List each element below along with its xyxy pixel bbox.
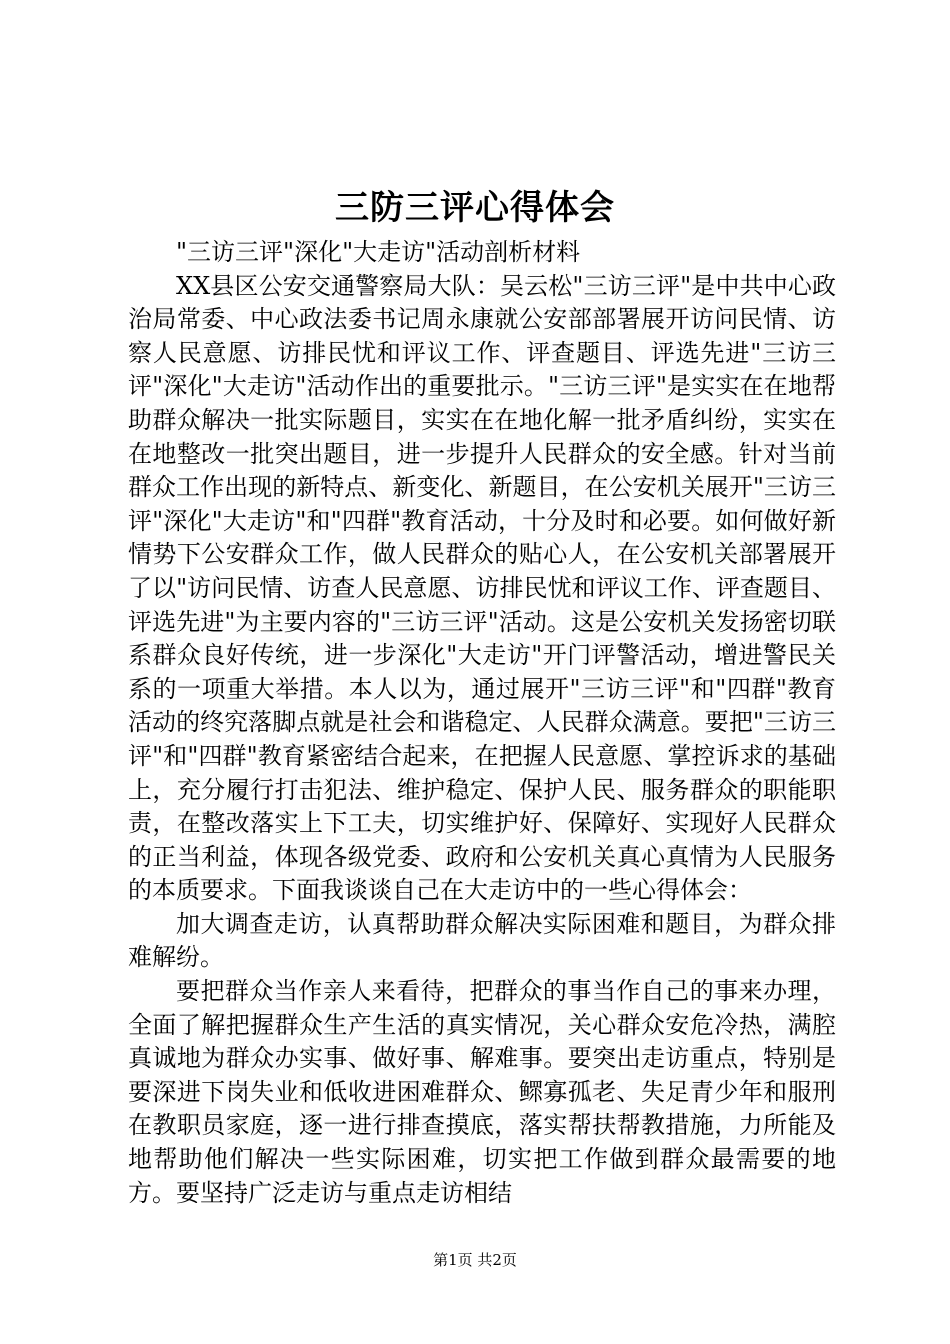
document-paragraph: 要把群众当作亲人来看待，把群众的事当作自己的事来办理，全面了解把握群众生产生活的真实情况，关心群众安危冷热，满腔真诚地为群众办实事、做好事、解难事。要突出走访重点，特别是要深进下岗失业和低收进困难群众、鳏寡孤老、失足青少年和服刑在教职员家庭，逐一进行排查摸底，落实帮扶帮教措施，力所能及地帮助他们解决一些实际困难，切实把工作做到群众最需要的地方。要坚持广泛走访与重点走访相结	[128, 977, 836, 1207]
document-paragraph: 加大调查走访，认真帮助群众解决实际困难和题目，为群众排难解纷。	[128, 909, 836, 972]
document-body	[128, 236, 836, 1210]
document-title: 三防三评心得体会	[335, 188, 615, 228]
document-paragraph: "三访三评"深化"大走访"活动剖析材料	[176, 238, 581, 266]
page-number-footer: 第1页 共2页	[433, 1251, 517, 1269]
document-paragraph: XX县区公安交通警察局大队：吴云松"三访三评"是中共中心政治局常委、中心政法委书记周永康就公安部部署展开访问民情、访察人民意愿、访排民忧和评议工作、评查题目、评选先进"三访三评"深化"大走访"活动作出的重要批示。"三访三评"是实实在在地帮助群众解决一批实际题目，实实在在地化解一批矛盾纠纷，实实在在地整改一批突出题目，进一步提升人民群众的安全感。针对当前群众工作出现的新特点、新变化、新题目，在公安机关展开"三访三评"深化"大走访"和"四群"教育活动，十分及时和必要。如何做好新情势下公安群众工作，做人民群众的贴心人，在公安机关部署展开了以"访问民情、访查人民意愿、访排民忧和评议工作、评查题目、评选先进"为主要内容的"三访三评"活动。这是公安机关发扬密切联系群众良好传统，进一步深化"大走访"开门评警活动，增进警民关系的一项重大举措。本人以为，通过展开"三访三评"和"四群"教育活动的终究落脚点就是社会和谐稳定、人民群众满意。要把"三访三评"和"四群"教育紧密结合起来，在把握人民意愿、掌控诉求的基础上，充分履行打击犯法、维护稳定、保护人民、服务群众的职能职责，在整改落实上下工夫，切实维护好、保障好、实现好人民群众的正当利益，体现各级党委、政府和公安机关真心真情为人民服务的本质要求。下面我谈谈自己在大走访中的一些心得体会：	[128, 271, 836, 905]
